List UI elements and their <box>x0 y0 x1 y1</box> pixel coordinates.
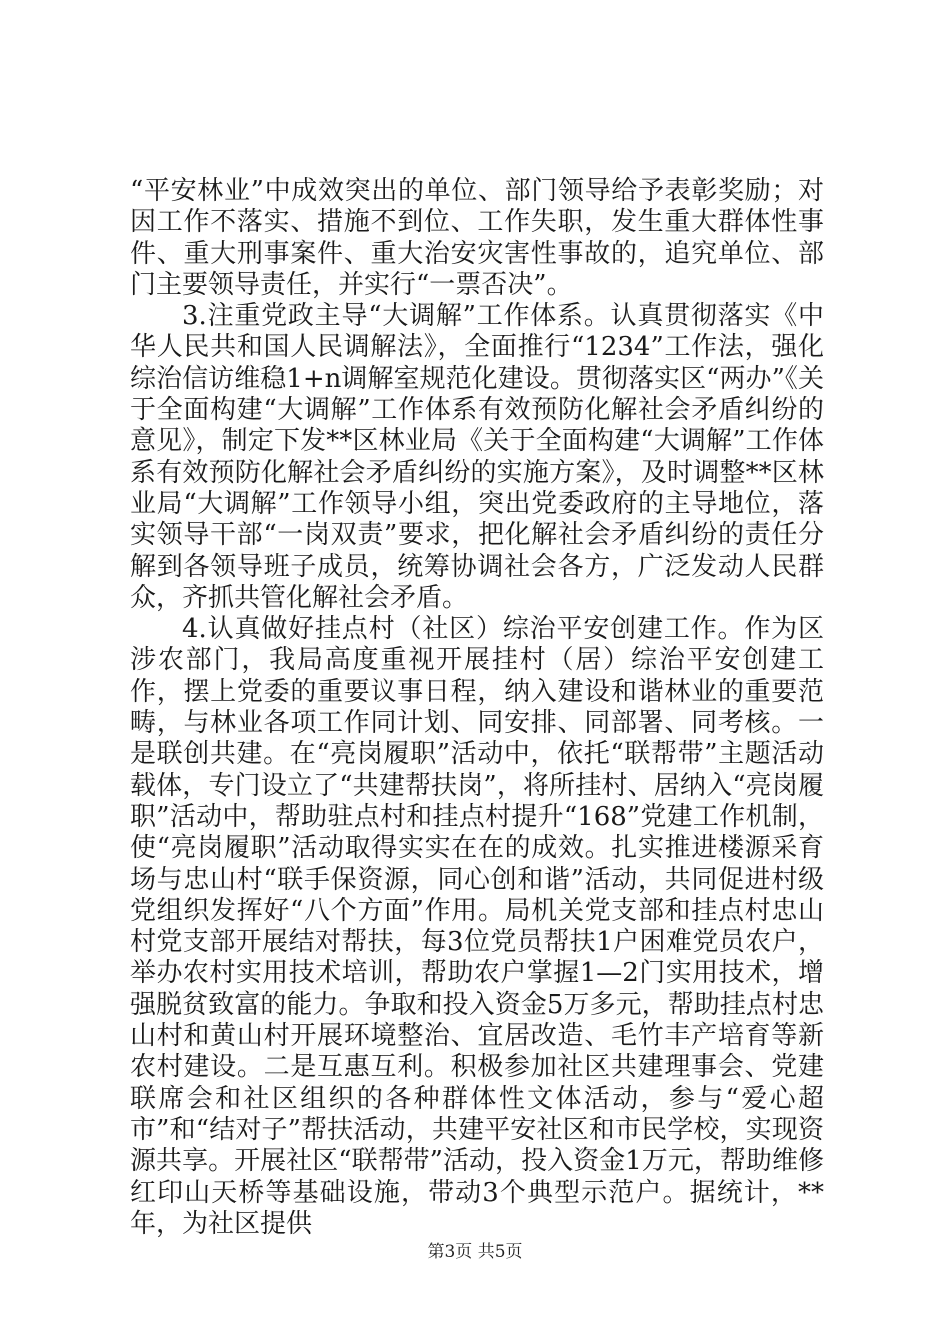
paragraph-2: 3.注重党政主导“大调解”工作体系。认真贯彻落实《中华人民共和国人民调解法》，全面推行“1234”工作法，强化综治信访维稳1+n调解室规范化建设。贯彻落实区“两办”《关于全面构建“大调解”工作体系有效预防化解社会矛盾纠纷的意见》，制定下发**区林业局《关于全面构建“大调解”工作体系有效预防化解社会矛盾纠纷的实施方案》，及时调整**区林业局“大调解”工作领导小组，突出党委政府的主导地位，落实领导干部“一岗双责”要求，把化解社会矛盾纠纷的责任分解到各领导班子成员，统筹协调社会各方，广泛发动人民群众，齐抓共管化解社会矛盾。 <box>130 301 824 613</box>
page-number-label: 第3页 共5页 <box>427 1242 523 1262</box>
page-footer <box>0 1241 950 1263</box>
paragraph-1: “平安林业”中成效突出的单位、部门领导给予表彰奖励；对因工作不落实、措施不到位、工作失职，发生重大群体性事件、重大刑事案件、重大治安灾害性事故的，追究单位、部门主要领导责任，并实行“一票否决”。 <box>130 176 824 300</box>
document-body <box>130 176 824 1240</box>
paragraph-3: 4.认真做好挂点村（社区）综治平安创建工作。作为区涉农部门，我局高度重视开展挂村（居）综治平安创建工作，摆上党委的重要议事日程，纳入建设和谐林业的重要范畴，与林业各项工作同计划、同安排、同部署、同考核。一是联创共建。在“亮岗履职”活动中，依托“联帮带”主题活动载体，专门设立了“共建帮扶岗”，将所挂村、居纳入“亮岗履职”活动中，帮助驻点村和挂点村提升“168”党建工作机制，使“亮岗履职”活动取得实实在在的成效。扎实推进楼源采育场与忠山村“联手保资源，同心创和谐”活动，共同促进村级党组织发挥好“八个方面”作用。局机关党支部和挂点村忠山村党支部开展结对帮扶，每3位党员帮扶1户困难党员农户，举办农村实用技术培训，帮助农户掌握1—2门实用技术，增强脱贫致富的能力。争取和投入资金5万多元，帮助挂点村忠山村和黄山村开展环境整治、宜居改造、毛竹丰产培育等新农村建设。二是互惠互利。积极参加社区共建理事会、党建联席会和社区组织的各种群体性文体活动，参与“爱心超市”和“结对子”帮扶活动，共建平安社区和市民学校，实现资源共享。开展社区“联帮带”活动，投入资金1万元，帮助维修红印山天桥等基础设施，带动3个典型示范户。据统计，**年，为社区提供 <box>130 614 824 1239</box>
